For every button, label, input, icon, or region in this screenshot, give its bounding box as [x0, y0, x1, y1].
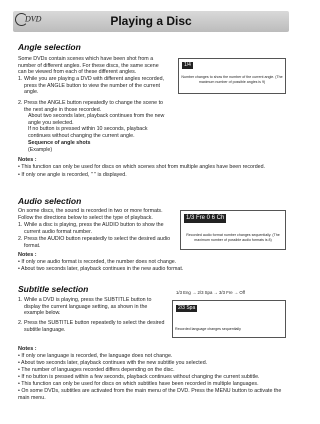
angle-intro: Some DVDs contain scenes which have been shot from a number of different angles. For these discs, the same scene can be viewed from each of these different angles.	[18, 56, 159, 75]
dvd-logo: DVD	[15, 13, 41, 26]
angle-seq-example: (Example)	[28, 147, 53, 153]
subtitle-note5: • This function can only be used for discs on which subtitles have been recorded in multiple languages.	[18, 381, 259, 387]
audio-intro: On some discs, the sound is recorded in two or more formats. Follow the directions below to select the type of playback.	[18, 208, 163, 221]
audio-step1: While a disc is playing, press the AUDIO button to show the current audio format number.	[24, 222, 164, 235]
audio-caption: Recorded audio format number changes sequentially. (The maximum number of possible audio formats is 8)	[186, 233, 280, 242]
audio-notes-title: Notes :	[18, 252, 37, 258]
angle-notes-title: Notes :	[18, 157, 37, 163]
subtitle-sequence: 1/3 Eng → 2/3 Spa → 3/3 Fre → Off	[176, 290, 245, 295]
audio-step1-number: 1.	[18, 222, 23, 228]
angle-osd: 1/4	[184, 62, 191, 68]
subtitle-osd: 2/3 Spa	[178, 305, 196, 311]
angle-step2-number: 2.	[18, 100, 23, 106]
page-header	[13, 11, 289, 32]
audio-note1: • If only one audio format is recorded, the number does not change.	[18, 259, 177, 265]
subtitle-step2-number: 2.	[18, 320, 23, 326]
page-title: Playing a Disc	[110, 14, 192, 28]
subtitle-notes-title: Notes :	[18, 346, 37, 352]
audio-note2: • About two seconds later, playback continues in the new audio format.	[18, 266, 184, 272]
audio-step2: Press the AUDIO button repeatedly to select the desired audio format.	[24, 236, 171, 249]
audio-osd: 1/3 Fre 0 6 Ch	[186, 215, 225, 221]
subtitle-screen	[172, 300, 286, 338]
angle-seq-title: Sequence of angle shots	[28, 140, 91, 146]
angle-bullet1: About two seconds later, playback continues from the new angle you selected.	[28, 113, 165, 126]
angle-step1: While you are playing a DVD with different angles recorded, press the ANGLE button to view the number of the current angle.	[24, 76, 165, 95]
angle-bullet2: If no button is pressed within 10 seconds, playback continues without changing the current angle.	[28, 126, 148, 139]
angle-note1: • This function can only be used for discs on which scenes shot from multiple angles have been recorded.	[18, 164, 266, 170]
angle-step2: Press the ANGLE button repeatedly to change the scene to the next angle in those recorded.	[24, 100, 163, 113]
audio-screen	[180, 210, 286, 250]
subtitle-note3: • The number of languages recorded differs depending on the disc.	[18, 367, 175, 373]
angle-caption: Number changes to show the number of the current angle. (The maximum number of possible angles is 9)	[181, 75, 283, 84]
subtitle-heading: Subtitle selection	[18, 284, 89, 294]
audio-step2-number: 2.	[18, 236, 23, 242]
subtitle-step1-number: 1.	[18, 297, 23, 303]
subtitle-note4: • If no button is pressed within a few seconds, playback continues without changing the current subtitle.	[18, 374, 260, 380]
subtitle-step2: Press the SUBTITLE button repeatedly to select the desired subtitle language.	[24, 320, 165, 333]
subtitle-note2: • About two seconds later, playback continues with the new subtitle you selected.	[18, 360, 208, 366]
subtitle-step1: While a DVD is playing, press the SUBTITLE button to display the current language setting, as shown in the example below.	[24, 297, 152, 316]
angle-step1-number: 1.	[18, 76, 23, 82]
subtitle-note1: • If only one language is recorded, the language does not change.	[18, 353, 173, 359]
subtitle-caption: Recorded language changes sequentially	[175, 327, 241, 331]
angle-screen	[178, 58, 286, 94]
audio-heading: Audio selection	[18, 196, 82, 206]
subtitle-note6: • On some DVDs, subtitles are activated from the main menu of the DVD. Press the MENU button to activate the main menu.	[18, 388, 282, 401]
angle-heading: Angle selection	[18, 42, 81, 52]
angle-note2: • If only one angle is recorded, " " is displayed.	[18, 172, 127, 178]
